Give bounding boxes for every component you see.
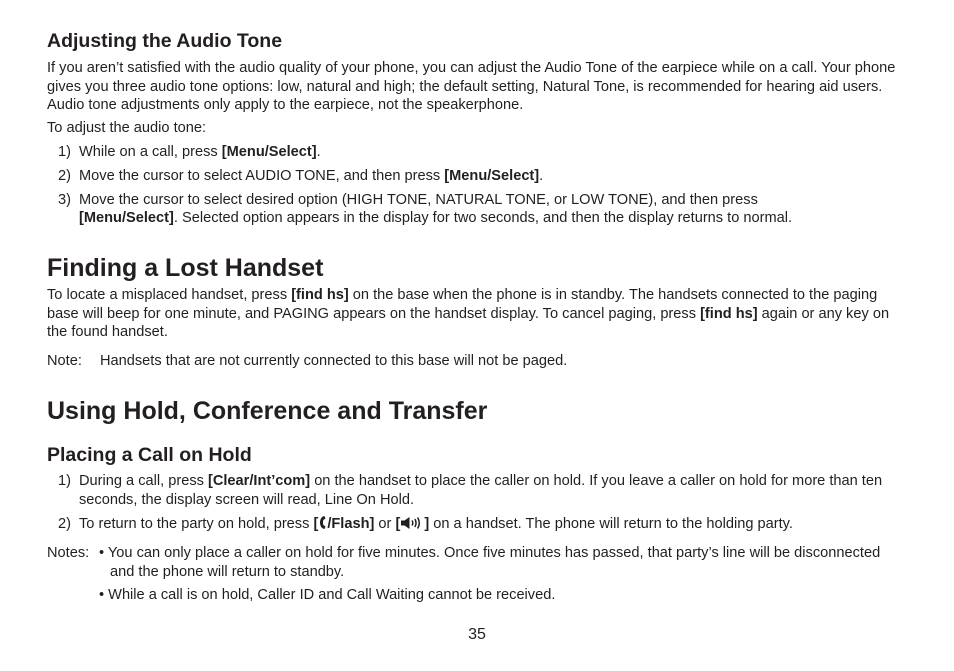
menu-select-key: [Menu/Select] — [444, 167, 540, 184]
step-text-end: . — [316, 143, 321, 160]
key-bracket: ] — [424, 515, 430, 532]
step-number: 3) — [58, 191, 71, 208]
step-number: 2) — [58, 167, 71, 184]
step-text: During a call, press — [79, 473, 208, 489]
menu-select-key: [Menu/Select] — [79, 210, 174, 226]
audio-step-3 — [58, 191, 918, 228]
step-text: Move the cursor to select AUDIO TONE, and then press — [79, 167, 445, 184]
step-number: 1) — [58, 473, 71, 489]
step-text-end: . Selected option appears in the display for two seconds, and then the display returns to normal. — [173, 210, 793, 226]
find-hs-key: [find hs] — [291, 287, 349, 303]
audio-step-1 — [58, 143, 918, 162]
note-text: Handsets that are not currently connected to this base will not be paged. — [100, 352, 568, 369]
page-number: 35 — [468, 626, 486, 643]
or-text: or — [374, 515, 396, 532]
note-item: • You can only place a caller on hold for five minutes. Once five minutes has passed, that party’s line will be disconnected and the phone will return to standby. — [99, 545, 881, 580]
step-text: While on a call, press — [79, 143, 222, 160]
hold-notes — [47, 544, 907, 604]
note-item: • While a call is on hold, Caller ID and Call Waiting cannot be received. — [99, 586, 556, 603]
paragraph-text: on the base when the phone is in standby. The handsets connected to the paging base will beep for one minute, and PAGING appears on the handset display. To cancel paging, press — [47, 287, 878, 322]
speaker-key — [395, 516, 429, 532]
step-text: Move the cursor to select desired option (HIGH TONE, NATURAL TONE, or LOW TONE), and then press — [79, 191, 758, 208]
step-number: 2) — [58, 515, 71, 532]
step-text-end: . — [539, 167, 544, 184]
find-hs-key: [find hs] — [700, 305, 758, 322]
lost-handset-heading: Finding a Lost Handset — [47, 254, 324, 282]
menu-select-key: [Menu/Select] — [221, 143, 317, 160]
audio-step-2 — [58, 167, 918, 186]
key-label: /Flash] — [327, 515, 375, 532]
placing-call-hold-heading: Placing a Call on Hold — [47, 444, 252, 466]
hold-step-1 — [58, 472, 898, 509]
hold-step-2 — [58, 515, 918, 534]
audio-tone-lead: To adjust the audio tone: — [47, 119, 207, 136]
step-text: To return to the party on hold, press — [79, 515, 314, 532]
clear-intcom-key: [Clear/Int’com] — [207, 473, 311, 489]
talk-flash-key — [313, 516, 374, 532]
paragraph-text: To locate a misplaced handset, press — [47, 287, 292, 303]
audio-tone-intro: If you aren’t satisfied with the audio quality of your phone, you can adjust the Audio Tone of the earpiece while on a call. Your phone gives you three audio tone options: low, natural and high; the default setting, Natural Tone, is recommended for hearing aid users. Audio tone adjustments only apply to the earpiece, not the speakerphone. — [47, 60, 896, 113]
key-bracket: [ — [395, 515, 401, 532]
lost-handset-note — [47, 352, 568, 371]
step-text-end: on a handset. The phone will return to the holding party. — [429, 515, 793, 532]
step-text-end: on the handset to place the caller on hold. If you leave a caller on hold for more than ten seconds, the display screen will read, Line On Hold. — [79, 473, 883, 508]
notes-label: Notes: — [47, 545, 90, 561]
lost-handset-paragraph — [47, 286, 899, 342]
step-number: 1) — [58, 143, 71, 160]
paragraph-text: again or any key on the found handset. — [47, 305, 890, 340]
audio-tone-heading: Adjusting the Audio Tone — [47, 30, 283, 52]
key-bracket: [ — [313, 515, 319, 532]
speaker-icon — [400, 516, 424, 530]
phone-handset-icon — [318, 515, 327, 530]
hold-section-heading: Using Hold, Conference and Transfer — [47, 397, 488, 425]
note-label: Note: — [47, 352, 82, 369]
